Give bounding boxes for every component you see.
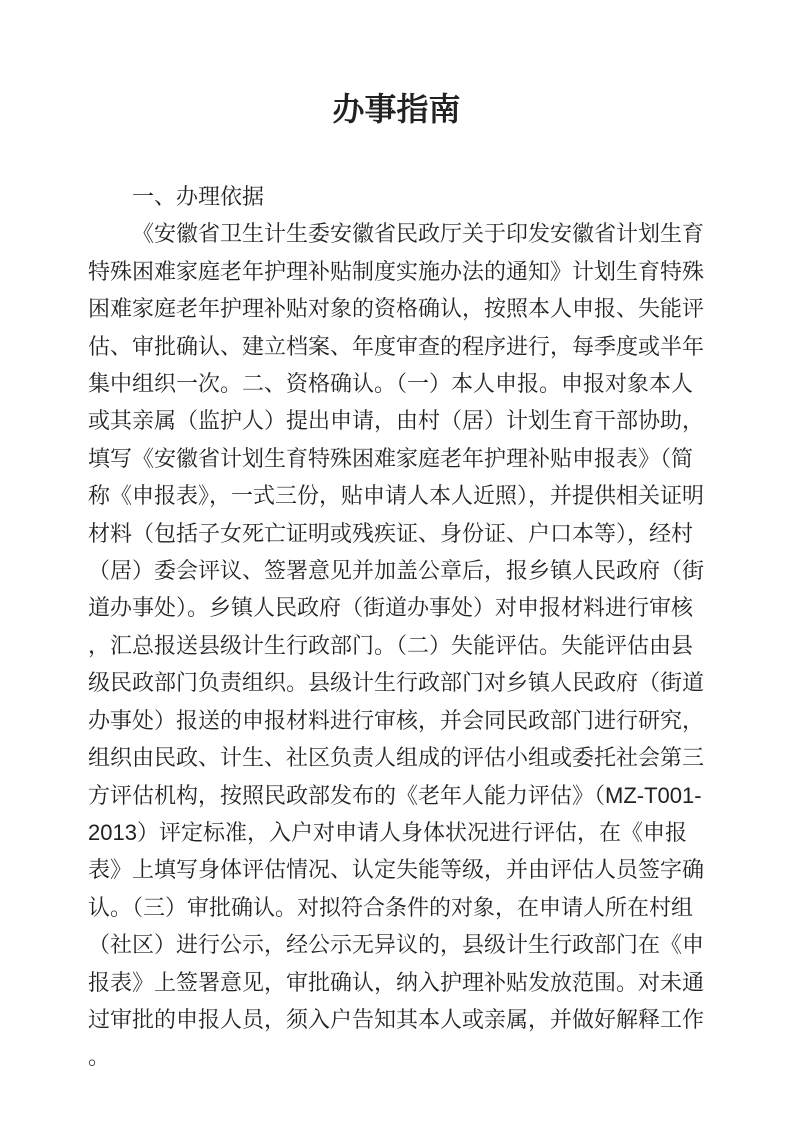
body-paragraph: 《安徽省卫生计生委安徽省民政厅关于印发安徽省计划生育特殊困难家庭老年护理补贴制度实施办法的通知》计划生育特殊困难家庭老年护理补贴对象的资格确认，按照本人申报、失能评估、审批确认、建立档案、年度审查的程序进行，每季度或半年集中组织一次。二、资格确认。（一）本人申报。申报对象本人或其亲属（监护人）提出申请，由村（居）计划生育干部协助，填写《安徽省计划生育特殊困难家庭老年护理补贴申报表》（简称《申报表》，一式三份，贴申请人本人近照），并提供相关证明材料（包括子女死亡证明或残疾证、身份证、户口本等），经村（居）委会评议、签署意见并加盖公章后，报乡镇人民政府（街道办事处）。乡镇人民政府（街道办事处）对申报材料进行审核，汇总报送县级计生行政部门。（二）失能评估。失能评估由县级民政部门负责组织。县级计生行政部门对乡镇人民政府（街道办事处）报送的申报材料进行审核，并会同民政部门进行研究，组织由民政、计生、社区负责人组成的评估小组或委托社会第三方评估机构，按照民政部发布的《老年人能力评估》（MZ-T001-2013）评定标准，入户对申请人身体状况进行评估，在《申报表》上填写身体评估情况、认定失能等级，并由评估人员签字确认。（三）审批确认。对拟符合条件的对象，在申请人所在村组（社区）进行公示，经公示无异议的，县级计生行政部门在《申报表》上签署意见，审批确认，纳入护理补贴发放范围。对未通过审批的申报人员，须入户告知其本人或亲属，并做好解释工作。 <box>88 221 705 1070</box>
section-heading: 一、办理依据 <box>132 184 265 209</box>
page-title: 办事指南 <box>332 91 461 127</box>
